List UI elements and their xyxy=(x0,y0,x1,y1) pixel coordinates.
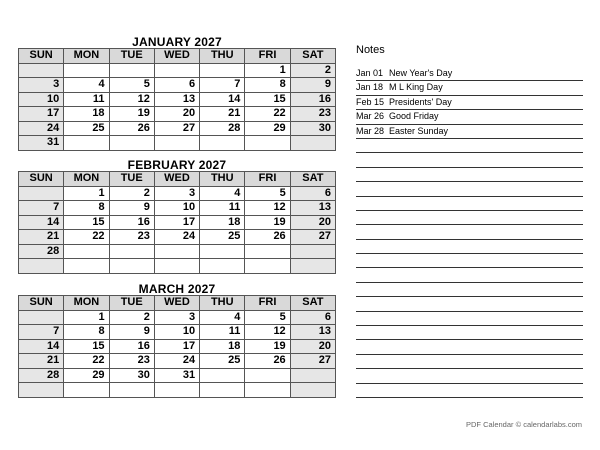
holiday-name: Easter Sunday xyxy=(389,125,449,136)
weekday-header-row xyxy=(19,172,336,187)
day-cell: 9 xyxy=(109,325,154,340)
weekday-header: SUN xyxy=(19,296,64,311)
day-cell: 22 xyxy=(64,230,109,245)
day-cell: 17 xyxy=(19,107,64,122)
month-calendar xyxy=(18,159,336,274)
empty-day-cell xyxy=(245,259,290,274)
holiday-name: M L King Day xyxy=(389,82,443,93)
day-cell: 12 xyxy=(245,325,290,340)
day-cell: 4 xyxy=(200,186,245,201)
empty-day-cell xyxy=(19,310,64,325)
empty-day-cell xyxy=(200,368,245,383)
note-line xyxy=(356,355,583,369)
empty-day-cell xyxy=(200,136,245,151)
day-cell: 6 xyxy=(290,310,335,325)
day-cell: 10 xyxy=(154,201,199,216)
empty-day-cell xyxy=(200,244,245,259)
empty-day-cell xyxy=(290,244,335,259)
month-calendar xyxy=(18,283,336,398)
holiday-note xyxy=(356,96,583,110)
day-cell: 19 xyxy=(109,107,154,122)
empty-day-cell xyxy=(109,136,154,151)
day-cell: 14 xyxy=(19,339,64,354)
week-row xyxy=(19,310,336,325)
weekday-header-row xyxy=(19,296,336,311)
day-cell: 9 xyxy=(290,78,335,93)
day-cell: 1 xyxy=(64,310,109,325)
day-cell: 3 xyxy=(19,78,64,93)
weekday-header: MON xyxy=(64,172,109,187)
notes-title: Notes xyxy=(356,44,385,56)
day-cell: 2 xyxy=(109,310,154,325)
day-cell: 11 xyxy=(64,92,109,107)
day-cell: 20 xyxy=(290,215,335,230)
empty-day-cell xyxy=(19,63,64,78)
note-line xyxy=(356,211,583,225)
day-cell: 21 xyxy=(19,230,64,245)
empty-day-cell xyxy=(109,63,154,78)
note-line xyxy=(356,340,583,354)
weekday-header: THU xyxy=(200,296,245,311)
week-row xyxy=(19,107,336,122)
weekday-header: WED xyxy=(154,49,199,64)
holiday-date: Mar 26 xyxy=(356,111,385,122)
empty-day-cell xyxy=(19,383,64,398)
day-cell: 16 xyxy=(109,339,154,354)
day-cell: 3 xyxy=(154,186,199,201)
note-line xyxy=(356,139,583,153)
weekday-header: WED xyxy=(154,296,199,311)
day-cell: 25 xyxy=(64,121,109,136)
day-cell: 11 xyxy=(200,325,245,340)
empty-day-cell xyxy=(200,383,245,398)
day-cell: 12 xyxy=(245,201,290,216)
day-cell: 1 xyxy=(245,63,290,78)
weekday-header: MON xyxy=(64,296,109,311)
day-cell: 19 xyxy=(245,339,290,354)
day-cell: 16 xyxy=(290,92,335,107)
day-cell: 4 xyxy=(64,78,109,93)
note-line xyxy=(356,225,583,239)
day-cell: 7 xyxy=(19,201,64,216)
month-calendar xyxy=(18,36,336,151)
weekday-header: FRI xyxy=(245,296,290,311)
weekday-header: FRI xyxy=(245,172,290,187)
empty-day-cell xyxy=(245,368,290,383)
day-cell: 18 xyxy=(64,107,109,122)
note-line xyxy=(356,153,583,167)
day-cell: 27 xyxy=(290,354,335,369)
empty-day-cell xyxy=(200,63,245,78)
week-row xyxy=(19,63,336,78)
holiday-date: Jan 01 xyxy=(356,68,384,78)
empty-day-cell xyxy=(290,368,335,383)
empty-day-cell xyxy=(154,259,199,274)
month-grid xyxy=(18,295,336,398)
day-cell: 15 xyxy=(64,215,109,230)
week-row xyxy=(19,354,336,369)
weekday-header: TUE xyxy=(109,49,154,64)
empty-day-cell xyxy=(19,186,64,201)
week-row xyxy=(19,121,336,136)
day-cell: 26 xyxy=(109,121,154,136)
day-cell: 31 xyxy=(19,136,64,151)
holiday-name: New Year's Day xyxy=(389,68,453,78)
weekday-header: WED xyxy=(154,172,199,187)
weekday-header: TUE xyxy=(109,172,154,187)
day-cell: 3 xyxy=(154,310,199,325)
day-cell: 7 xyxy=(19,325,64,340)
note-line xyxy=(356,168,583,182)
note-line xyxy=(356,268,583,282)
day-cell: 15 xyxy=(245,92,290,107)
week-row xyxy=(19,383,336,398)
month-title: FEBRUARY 2027 xyxy=(127,158,227,172)
empty-day-cell xyxy=(200,259,245,274)
day-cell: 10 xyxy=(19,92,64,107)
notes-list xyxy=(356,67,583,398)
week-row xyxy=(19,259,336,274)
day-cell: 5 xyxy=(245,310,290,325)
empty-day-cell xyxy=(245,136,290,151)
day-cell: 21 xyxy=(200,107,245,122)
weekday-header-row xyxy=(19,49,336,64)
day-cell: 17 xyxy=(154,215,199,230)
empty-day-cell xyxy=(290,259,335,274)
day-cell: 6 xyxy=(154,78,199,93)
week-row xyxy=(19,325,336,340)
day-cell: 10 xyxy=(154,325,199,340)
week-row xyxy=(19,92,336,107)
day-cell: 23 xyxy=(290,107,335,122)
empty-day-cell xyxy=(64,244,109,259)
day-cell: 20 xyxy=(154,107,199,122)
week-row xyxy=(19,201,336,216)
day-cell: 22 xyxy=(64,354,109,369)
empty-day-cell xyxy=(154,383,199,398)
day-cell: 5 xyxy=(109,78,154,93)
day-cell: 24 xyxy=(154,230,199,245)
day-cell: 5 xyxy=(245,186,290,201)
day-cell: 8 xyxy=(64,325,109,340)
empty-day-cell xyxy=(64,259,109,274)
day-cell: 11 xyxy=(200,201,245,216)
day-cell: 13 xyxy=(290,201,335,216)
week-row xyxy=(19,186,336,201)
note-line xyxy=(356,240,583,254)
day-cell: 31 xyxy=(154,368,199,383)
day-cell: 13 xyxy=(290,325,335,340)
day-cell: 7 xyxy=(200,78,245,93)
day-cell: 12 xyxy=(109,92,154,107)
holiday-date: Feb 15 xyxy=(356,96,385,107)
day-cell: 27 xyxy=(154,121,199,136)
day-cell: 22 xyxy=(245,107,290,122)
note-line xyxy=(356,297,583,311)
day-cell: 28 xyxy=(19,368,64,383)
empty-day-cell xyxy=(154,136,199,151)
week-row xyxy=(19,230,336,245)
day-cell: 4 xyxy=(200,310,245,325)
empty-day-cell xyxy=(109,244,154,259)
day-cell: 28 xyxy=(19,244,64,259)
holiday-name: Good Friday xyxy=(389,111,439,122)
note-line xyxy=(356,283,583,297)
day-cell: 17 xyxy=(154,339,199,354)
day-cell: 6 xyxy=(290,186,335,201)
day-cell: 1 xyxy=(64,186,109,201)
week-row xyxy=(19,215,336,230)
day-cell: 30 xyxy=(290,121,335,136)
day-cell: 26 xyxy=(245,354,290,369)
day-cell: 9 xyxy=(109,201,154,216)
week-row xyxy=(19,78,336,93)
week-row xyxy=(19,339,336,354)
day-cell: 27 xyxy=(290,230,335,245)
day-cell: 8 xyxy=(245,78,290,93)
month-grid xyxy=(18,171,336,274)
day-cell: 18 xyxy=(200,339,245,354)
month-grid xyxy=(18,48,336,151)
weekday-header: THU xyxy=(200,49,245,64)
day-cell: 14 xyxy=(200,92,245,107)
holiday-note xyxy=(356,81,583,95)
empty-day-cell xyxy=(290,383,335,398)
month-title: MARCH 2027 xyxy=(138,282,216,296)
day-cell: 24 xyxy=(19,121,64,136)
day-cell: 28 xyxy=(200,121,245,136)
empty-day-cell xyxy=(245,383,290,398)
weekday-header: SAT xyxy=(290,296,335,311)
day-cell: 15 xyxy=(64,339,109,354)
empty-day-cell xyxy=(109,259,154,274)
empty-day-cell xyxy=(109,383,154,398)
day-cell: 2 xyxy=(109,186,154,201)
day-cell: 23 xyxy=(109,354,154,369)
weekday-header: TUE xyxy=(109,296,154,311)
holiday-note xyxy=(356,125,583,139)
weekday-header: FRI xyxy=(245,49,290,64)
weekday-header: THU xyxy=(200,172,245,187)
note-line xyxy=(356,254,583,268)
month-title: JANUARY 2027 xyxy=(132,35,222,49)
weekday-header: SAT xyxy=(290,172,335,187)
day-cell: 2 xyxy=(290,63,335,78)
day-cell: 23 xyxy=(109,230,154,245)
weekday-header: SUN xyxy=(19,172,64,187)
weekday-header: SAT xyxy=(290,49,335,64)
empty-day-cell xyxy=(64,383,109,398)
day-cell: 25 xyxy=(200,354,245,369)
holiday-date: Jan 18 xyxy=(356,82,384,93)
empty-day-cell xyxy=(19,259,64,274)
day-cell: 19 xyxy=(245,215,290,230)
day-cell: 29 xyxy=(245,121,290,136)
note-line xyxy=(356,197,583,211)
note-line xyxy=(356,326,583,340)
note-line xyxy=(356,182,583,196)
holiday-note xyxy=(356,110,583,124)
holiday-name: Presidents' Day xyxy=(389,96,452,107)
day-cell: 29 xyxy=(64,368,109,383)
week-row xyxy=(19,136,336,151)
day-cell: 16 xyxy=(109,215,154,230)
day-cell: 8 xyxy=(64,201,109,216)
note-line xyxy=(356,369,583,383)
day-cell: 26 xyxy=(245,230,290,245)
empty-day-cell xyxy=(154,63,199,78)
day-cell: 25 xyxy=(200,230,245,245)
empty-day-cell xyxy=(64,136,109,151)
day-cell: 20 xyxy=(290,339,335,354)
day-cell: 14 xyxy=(19,215,64,230)
day-cell: 18 xyxy=(200,215,245,230)
empty-day-cell xyxy=(245,244,290,259)
empty-day-cell xyxy=(290,136,335,151)
footer-credit: PDF Calendar © calendarlabs.com xyxy=(466,420,582,429)
day-cell: 21 xyxy=(19,354,64,369)
weekday-header: MON xyxy=(64,49,109,64)
empty-day-cell xyxy=(64,63,109,78)
day-cell: 30 xyxy=(109,368,154,383)
day-cell: 13 xyxy=(154,92,199,107)
week-row xyxy=(19,368,336,383)
holiday-date: Mar 28 xyxy=(356,125,385,136)
day-cell: 24 xyxy=(154,354,199,369)
weekday-header: SUN xyxy=(19,49,64,64)
note-line xyxy=(356,312,583,326)
empty-day-cell xyxy=(154,244,199,259)
holiday-note xyxy=(356,67,583,81)
week-row xyxy=(19,244,336,259)
note-line xyxy=(356,384,583,398)
